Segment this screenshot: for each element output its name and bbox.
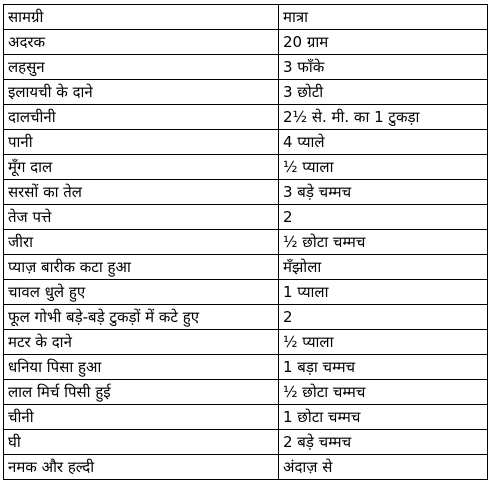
quantity-cell: अंदाज़ से	[279, 455, 488, 480]
quantity-cell: ½ प्याला	[279, 155, 488, 180]
item-cell: नमक और हल्दी	[4, 455, 279, 480]
table-row	[4, 55, 488, 80]
quantity-cell: ½ प्याला	[279, 330, 488, 355]
item-cell: तेज पत्ते	[4, 205, 279, 230]
table-row	[4, 205, 488, 230]
quantity-cell: मँझोला	[279, 255, 488, 280]
item-cell: लाल मिर्च पिसी हुई	[4, 380, 279, 405]
table-row	[4, 430, 488, 455]
table-row	[4, 105, 488, 130]
quantity-cell: 3 फाँके	[279, 55, 488, 80]
quantity-cell: 1 छोटा चम्मच	[279, 405, 488, 430]
item-cell: प्याज़ बारीक कटा हुआ	[4, 255, 279, 280]
item-cell: दालचीनी	[4, 105, 279, 130]
quantity-cell: 2½ से. मी. का 1 टुकड़ा	[279, 105, 488, 130]
quantity-cell: 2 बड़े चम्मच	[279, 430, 488, 455]
quantity-cell: 4 प्याले	[279, 130, 488, 155]
table-row	[4, 305, 488, 330]
item-cell: सरसों का तेल	[4, 180, 279, 205]
quantity-cell: 2	[279, 205, 488, 230]
quantity-cell: ½ छोटा चम्मच	[279, 380, 488, 405]
item-cell: चावल धुले हुए	[4, 280, 279, 305]
quantity-cell: 20 ग्राम	[279, 30, 488, 55]
ingredients-table	[3, 4, 488, 480]
table-row	[4, 455, 488, 480]
quantity-cell: ½ छोटा चम्मच	[279, 230, 488, 255]
item-cell: फूल गोभी बड़े-बड़े टुकड़ों में कटे हुए	[4, 305, 279, 330]
table-row	[4, 155, 488, 180]
table-row	[4, 80, 488, 105]
item-cell: जीरा	[4, 230, 279, 255]
header-quantity-cell: मात्रा	[279, 5, 488, 30]
item-cell: धनिया पिसा हुआ	[4, 355, 279, 380]
table-row	[4, 405, 488, 430]
table-row	[4, 355, 488, 380]
header-item-cell: सामग्री	[4, 5, 279, 30]
item-cell: मटर के दाने	[4, 330, 279, 355]
table-row	[4, 380, 488, 405]
item-cell: लहसुन	[4, 55, 279, 80]
item-cell: अदरक	[4, 30, 279, 55]
item-cell: चीनी	[4, 405, 279, 430]
quantity-cell: 1 प्याला	[279, 280, 488, 305]
table-header-row	[4, 5, 488, 30]
table-row	[4, 255, 488, 280]
quantity-cell: 2	[279, 305, 488, 330]
item-cell: मूँग दाल	[4, 155, 279, 180]
quantity-cell: 1 बड़ा चम्मच	[279, 355, 488, 380]
table-row	[4, 130, 488, 155]
table-row	[4, 30, 488, 55]
item-cell: पानी	[4, 130, 279, 155]
item-cell: इलायची के दाने	[4, 80, 279, 105]
item-cell: घी	[4, 430, 279, 455]
table-row	[4, 180, 488, 205]
quantity-cell: 3 बड़े चम्मच	[279, 180, 488, 205]
table-row	[4, 280, 488, 305]
table-row	[4, 230, 488, 255]
table-row	[4, 330, 488, 355]
quantity-cell: 3 छोटी	[279, 80, 488, 105]
